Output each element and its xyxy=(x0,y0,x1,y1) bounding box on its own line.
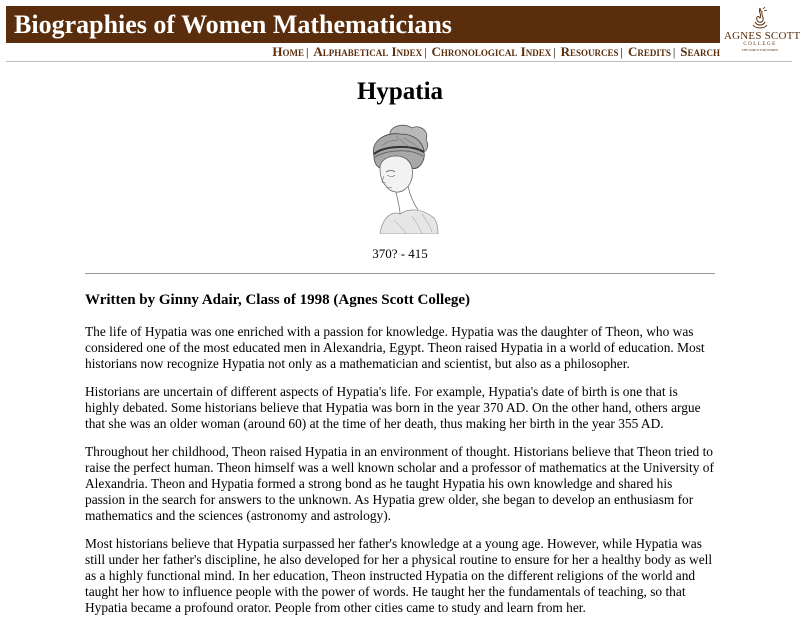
logo-tagline: THE WORLD FOR WOMEN xyxy=(741,48,779,52)
biography-content xyxy=(85,291,715,628)
portrait-image[interactable] xyxy=(360,122,440,234)
nav-separator: | xyxy=(620,45,623,59)
nav-credits-link[interactable]: Credits xyxy=(627,44,671,59)
site-title[interactable]: Biographies of Women Mathematicians xyxy=(14,10,452,39)
nav-home-link[interactable]: Home xyxy=(272,44,304,59)
nav-resources-link[interactable]: Resources xyxy=(560,44,619,59)
biography-paragraph: Historians are uncertain of different aspects of Hypatia's life. For example, Hypatia's date of birth is one that is highly debated. Some historians believe that Hypatia was born in the year 370 AD. On the other hand, others argue that she was an older woman (around 60) at the time of her death, thus making her birth in the year 355 AD. xyxy=(85,384,701,431)
header-divider xyxy=(6,61,792,62)
logo-line-1: AGNES SCOTT xyxy=(724,30,800,42)
flame-crest-icon xyxy=(749,6,771,30)
site-banner xyxy=(6,6,720,43)
page-title: Hypatia xyxy=(356,78,444,105)
nav-separator: | xyxy=(424,45,427,59)
college-logo[interactable] xyxy=(724,6,800,62)
biography-paragraph: Throughout her childhood, Theon raised Hypatia in an environment of thought. Historians believe that Theon tried to raise the perfect human. Theon himself was a well known scholar and a professor of mathematics at the University of Alexandria. Theon and Hypatia formed a strong bond as he taught Hypatia his own knowledge and shared his passion in the search for answers to the unknown. As Hypatia grew older, she began to develop an enthusiasm for mathematics and the sciences (astronomy and astrology). xyxy=(85,444,714,523)
biography-paragraph: Most historians believe that Hypatia surpassed her father's knowledge at a young age. However, while Hypatia was still under her father's discipline, he also developed for her a physical routine to ensure for her a healthy body as well as a highly functional mind. In her education, Theon instructed Hypatia on the different religions of the world and taught her how to influence people with the power of words. He taught her the fundamentals of teaching, so that Hypatia became a profound orator. People from other cities came to study and learn from her. xyxy=(85,536,713,615)
main-nav xyxy=(6,44,720,60)
nav-separator: | xyxy=(672,45,676,59)
author-byline: Written by Ginny Adair, Class of 1998 (Agnes Scott College) xyxy=(85,292,471,308)
nav-alphabetical-index-link[interactable]: Alphabetical Index xyxy=(313,44,423,59)
nav-separator: | xyxy=(553,45,556,59)
logo-line-2: COLLEGE xyxy=(743,42,777,47)
nav-chronological-index-link[interactable]: Chronological Index xyxy=(431,44,552,59)
content-divider xyxy=(85,273,715,274)
nav-separator: | xyxy=(305,45,309,59)
biography-paragraph: The life of Hypatia was one enriched with a passion for knowledge. Hypatia was the daughter of Theon, who was considered one of the most educated men in Alexandria, Egypt. Theon raised Hypatia in a world of education. Most historians now recognize Hypatia not only as a mathematician and scientist, but also as a philosopher. xyxy=(85,324,705,371)
life-dates: 370? - 415 xyxy=(372,246,428,261)
nav-search-link[interactable]: Search xyxy=(680,44,720,59)
